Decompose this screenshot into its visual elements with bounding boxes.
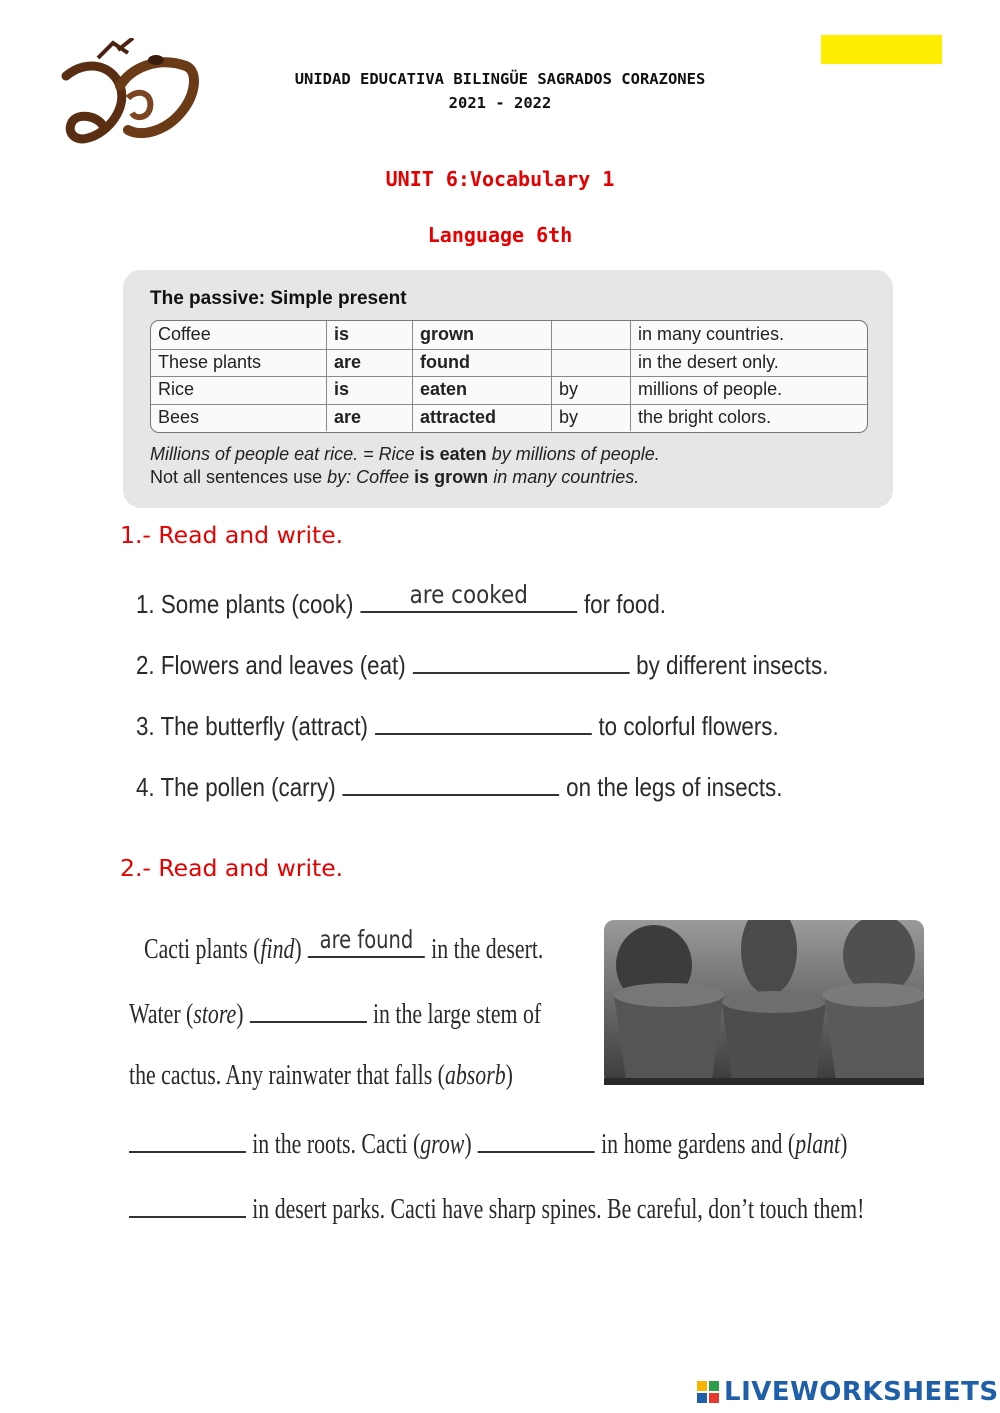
exercise-1-item: 4. The pollen (carry) on the legs of insects. <box>136 768 782 803</box>
yellow-highlight-box <box>821 35 942 64</box>
cell-subject: These plants <box>151 349 327 377</box>
exercise-1-item: 1. Some plants (cook) are cooked for food. <box>136 580 667 619</box>
paragraph-line: in the roots. Cacti (grow) in home gardens and (plant) <box>129 1125 847 1161</box>
grammar-note-1: Millions of people eat rice. = Rice is eaten by millions of people. <box>150 444 660 464</box>
cell-rest: in many countries. <box>638 324 785 344</box>
cell-rest: millions of people. <box>638 379 783 399</box>
cell-participle: grown <box>413 321 552 349</box>
answer-field[interactable] <box>375 707 592 735</box>
paragraph-line: the cactus. Any rainwater that falls (absorb) <box>129 1060 513 1091</box>
answer-field[interactable]: are found <box>308 930 425 958</box>
school-year: 2021 - 2022 <box>448 94 552 112</box>
cell-participle: eaten <box>413 376 552 404</box>
subject-title: Language 6th <box>427 223 573 247</box>
school-name: UNIDAD EDUCATIVA BILINGÜE SAGRADOS CORAZONES <box>294 70 706 88</box>
cell-rest: the bright colors. <box>638 406 772 427</box>
cell-by <box>552 321 631 349</box>
cell-verb: is <box>327 321 413 349</box>
cell-subject: Rice <box>151 376 327 404</box>
answer-field[interactable] <box>250 995 367 1023</box>
cell-verb: are <box>327 404 413 432</box>
cell-participle: attracted <box>413 404 552 432</box>
cell-verb: are <box>327 349 413 377</box>
answer-field[interactable] <box>129 1190 246 1218</box>
answer-field[interactable] <box>129 1125 246 1153</box>
cell-subject: Coffee <box>151 321 327 349</box>
paragraph-line: Cacti plants (find) are found in the desert. <box>144 925 544 965</box>
grammar-title: The passive: Simple present <box>150 288 407 309</box>
table-row <box>151 404 867 432</box>
answer-field[interactable] <box>478 1125 595 1153</box>
cell-by: by <box>552 376 631 404</box>
exercise-1-item: 3. The butterfly (attract) to colorful flowers. <box>136 707 779 742</box>
cell-by <box>552 349 631 377</box>
exercise-2-title: 2.- Read and write. <box>120 854 344 882</box>
answer-field[interactable]: are cooked <box>360 585 577 613</box>
table-row <box>151 349 867 378</box>
exercise-1-item: 2. Flowers and leaves (eat) by different insects. <box>136 646 828 681</box>
grammar-table <box>150 320 868 433</box>
unit-title: UNIT 6:Vocabulary 1 <box>385 167 615 191</box>
liveworksheets-logo-icon <box>697 1381 719 1403</box>
paragraph-line: Water (store) in the large stem of <box>129 995 541 1031</box>
answer-field[interactable] <box>343 768 560 796</box>
cell-by: by <box>552 404 631 432</box>
answer-field[interactable] <box>413 646 630 674</box>
cell-subject: Bees <box>151 404 327 432</box>
cell-rest: in the desert only. <box>638 351 779 372</box>
paragraph-line: in desert parks. Cacti have sharp spines. Be careful, don’t touch them! <box>129 1190 864 1226</box>
table-row <box>151 376 867 405</box>
exercise-1-title: 1.- Read and write. <box>120 521 344 549</box>
cell-participle: found <box>413 349 552 377</box>
liveworksheets-brand: LIVEWORKSHEETS <box>724 1377 999 1407</box>
cell-verb: is <box>327 376 413 404</box>
grammar-note-2: Not all sentences use by: Coffee is grown in many countries. <box>150 467 640 487</box>
cactus-photo <box>604 920 924 1085</box>
table-row <box>151 321 867 350</box>
